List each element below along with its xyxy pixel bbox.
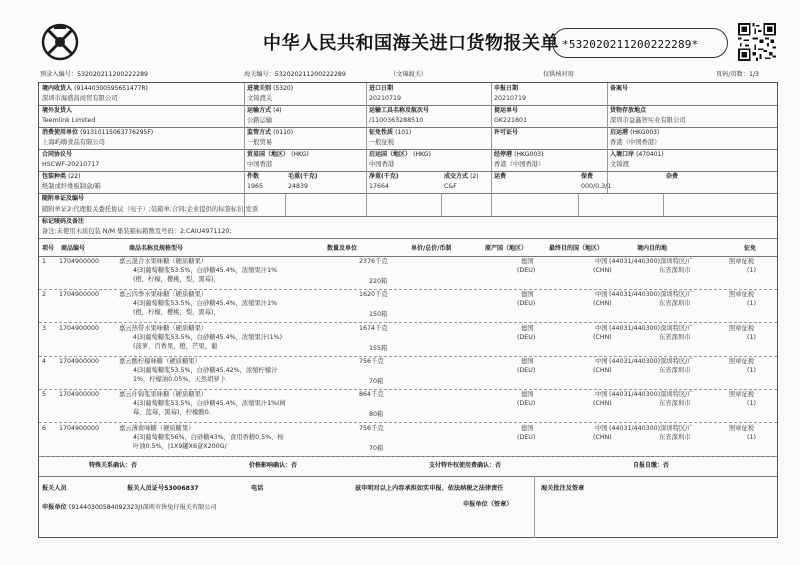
contract-value: HSCWF-20210717 <box>42 161 100 168</box>
item-name: 嘉云混合水果味糖（硬质糖果） <box>119 258 208 265</box>
item-qty-boxes: 155箱 <box>369 344 388 352</box>
item-code: 1704900000 <box>59 357 100 365</box>
supervision-value: 一般贸易 <box>247 139 273 146</box>
trade-country-label: 贸易国（地区） (HKG) <box>247 151 309 158</box>
item-dest: 中国 <box>595 291 608 299</box>
qr-code-icon <box>738 23 776 61</box>
trade-country-value: 中国香港 <box>247 161 273 168</box>
row-divider <box>39 193 777 194</box>
row-divider <box>39 476 777 477</box>
marks-label: 标记唛码及备注 <box>42 218 85 225</box>
phone-label: 电话 <box>251 485 264 492</box>
item-domestic-city: 东省深圳市 <box>659 366 691 374</box>
item-qty-boxes: 220箱 <box>369 278 388 285</box>
item-spec: 1%，柠檬油0.05%，天然胡萝卜 <box>133 375 226 383</box>
item-dest-code: (CHN) <box>593 366 612 374</box>
origin-country-label: 启运国（地区） (HKG) <box>369 151 431 158</box>
item-domestic-city: 东省深圳市 <box>659 400 691 408</box>
item-name: 嘉云什锦浆果味糖（硬质糖果） <box>119 391 208 399</box>
transport-label: 运输方式 (4) <box>247 107 282 114</box>
item-spec: 4|3|葡萄糖浆53.5%，白砂糖45.42%，浓缩柠檬汁 <box>133 366 278 374</box>
item-tax: 照章征税 <box>729 424 755 432</box>
item-origin: 德国 <box>521 391 534 399</box>
col-divider <box>285 193 286 216</box>
item-origin: 德国 <box>521 291 534 299</box>
origin-country-value: 中国香港 <box>369 161 395 168</box>
col-divider <box>491 193 492 216</box>
declare-date-value: 20210719 <box>494 95 527 102</box>
item-code: 1704900000 <box>59 424 100 432</box>
price-impact-confirm: 价格影响确认：否 <box>249 462 298 469</box>
col-divider <box>244 171 245 193</box>
col-divider <box>578 193 579 216</box>
item-origin: 德国 <box>521 424 534 432</box>
col-divider <box>663 193 664 216</box>
item-price-header: 单价/总价/币制 <box>411 245 452 252</box>
entry-port-label: 入境口岸 (470401) <box>610 151 664 158</box>
entry-customs-label: 进境关别 (5320) <box>247 85 294 92</box>
item-qty-boxes: 70箱 <box>369 377 384 385</box>
gross-weight-value: 24839 <box>288 183 309 190</box>
freight-label: 运费 <box>494 173 507 180</box>
item-spec: 叶油0.5%，|1X9罐X6盒X200G/ <box>133 442 227 450</box>
row-divider <box>39 149 777 150</box>
verify-only-note: 仅供核对用 <box>543 71 574 78</box>
import-date-label: 进口日期 <box>369 85 394 92</box>
barcode-number: *532020211200222289* <box>562 38 699 51</box>
item-spec: 4|3|葡萄糖浆53.5%，白砂糖45.4%，浓缩果汁1% <box>133 300 278 308</box>
tax-nature-value: 一般征税 <box>369 139 395 146</box>
docs-label: 随附单证及编号 <box>42 195 85 202</box>
row-divider <box>39 171 777 172</box>
item-tax-code: (1) <box>747 433 756 441</box>
pieces-label: 件数 <box>247 173 260 180</box>
item-origin: 德国 <box>521 357 534 365</box>
declarant-label: 报关人员 <box>42 485 67 492</box>
declaration-form <box>38 82 778 538</box>
royalty-confirm: 支付特许权使用费确认：否 <box>429 462 502 469</box>
item-domestic-city: 东省深圳市 <box>659 267 691 274</box>
item-dest-code: (CHN) <box>593 267 612 274</box>
item-no: 2 <box>42 291 47 299</box>
item-qty: 2376千克 <box>359 258 388 265</box>
item-code: 1704900000 <box>59 391 100 399</box>
item-row <box>39 256 777 289</box>
item-dest: 中国 <box>595 258 608 265</box>
item-spec: 莓，蓝莓，黑莓)，柠檬酸0. <box>133 409 211 417</box>
item-qty-boxes: 70箱 <box>369 444 384 452</box>
transport-value: 公路运输 <box>247 117 273 124</box>
item-no: 1 <box>42 258 47 265</box>
item-tax: 照章征税 <box>729 391 755 399</box>
consumer-value: 上海屿嗨食品有限公司 <box>42 139 105 146</box>
item-origin-code: (DEU) <box>517 400 536 408</box>
insurance-label: 保费 <box>581 173 594 180</box>
item-origin-code: (DEU) <box>517 300 536 308</box>
item-row <box>39 423 777 456</box>
col-divider <box>607 83 608 193</box>
docs-value: 随附单证2:代理报关委托协议（电子）;装箱单;合同;企业提供的标签标识;发票 <box>42 206 259 213</box>
special-relation-confirm: 特殊关系确认：否 <box>89 462 138 469</box>
item-qty-boxes: 80箱 <box>369 411 384 419</box>
entry-customs-value: 文锦渡关 <box>247 95 273 102</box>
self-report-confirm: 自报自缴：否 <box>633 462 670 469</box>
departure-port-label: 启运港 (HKG003) <box>610 129 660 136</box>
item-code-header: 商品编号 <box>61 245 86 252</box>
vehicle-label: 运输工具名称及航次号 <box>369 107 430 114</box>
item-tax: 照章征税 <box>729 324 755 332</box>
package-value: 纸制或纤维板制盒/箱 <box>42 183 101 190</box>
item-dest-code: (CHN) <box>593 333 612 341</box>
item-dest: 中国 <box>595 391 608 399</box>
item-code: 1704900000 <box>59 258 100 265</box>
item-domestic: (44031/440300)深圳特区/广 <box>609 291 694 299</box>
item-no-header: 项号 <box>42 245 55 252</box>
customs-emblem-icon <box>40 22 80 62</box>
deal-mode-label: 成交方式 (2) <box>444 173 479 180</box>
item-qty: 756千克 <box>359 357 384 365</box>
storage-label: 货物存放地点 <box>610 107 647 114</box>
item-spec: (橙，柠檬，樱桃，梨，黑莓)， <box>133 276 220 283</box>
col-divider <box>534 476 535 538</box>
declarant-cert: 报关人员证号53006837 <box>127 485 199 492</box>
item-tax-code: (1) <box>747 400 756 408</box>
item-no: 5 <box>42 391 47 399</box>
document-title: 中华人民共和国海关进口货物报关单 <box>263 33 559 54</box>
item-origin-code: (DEU) <box>517 366 536 374</box>
item-no: 3 <box>42 324 47 332</box>
entry-port-value: 文锦渡 <box>610 161 629 168</box>
tax-nature-label: 征免性质 (101) <box>369 129 412 136</box>
item-row <box>39 323 777 356</box>
item-qty-header: 数量及单位 <box>327 245 358 252</box>
via-port-label: 经停港 (HKG003) <box>494 151 544 158</box>
consignee-value: 深圳市海盛昌商贸有限公司 <box>42 95 118 102</box>
item-dest-code: (CHN) <box>593 300 612 308</box>
via-port-value: 香港（中国香港） <box>494 161 545 168</box>
item-origin-header: 原产国（地区） <box>485 245 528 252</box>
declare-unit-label: 申报单位 (91440300584092323J)深圳市快兔仔报关有限公司 <box>42 504 217 511</box>
item-code: 1704900000 <box>59 291 100 299</box>
deal-mode-value: C&F <box>444 183 457 190</box>
declare-date-label: 申报日期 <box>494 85 519 92</box>
item-origin-code: (DEU) <box>517 267 536 274</box>
row-divider <box>39 216 777 217</box>
item-tax: 照章征税 <box>729 357 755 365</box>
consignee-label: 境内收货人 (91440300595651477R) <box>42 85 148 92</box>
item-domestic: (44031/440300)深圳特区/广 <box>609 391 694 399</box>
row-divider <box>39 105 777 106</box>
item-spec: (菠萝，百香果，橙，芒果，葡 <box>133 342 218 350</box>
item-name: 嘉云酸柠檬味糖（硬质糖果） <box>119 357 201 365</box>
item-tax-code: (1) <box>747 366 756 374</box>
vehicle-value: /1100363288510 <box>369 117 424 124</box>
item-domestic-city: 东省深圳市 <box>659 433 691 441</box>
item-tax-code: (1) <box>747 333 756 341</box>
declare-unit-seal: 申报单位（签章） <box>463 501 513 508</box>
supervision-label: 监管方式 (0110) <box>247 129 294 136</box>
item-qty: 1620千克 <box>359 291 388 299</box>
col-divider <box>491 83 492 193</box>
item-code: 1704900000 <box>59 324 100 332</box>
item-domestic-city: 东省深圳市 <box>659 300 691 308</box>
departure-port-value: 香港（中国香港） <box>610 139 661 146</box>
item-tax: 照章征税 <box>729 258 755 265</box>
item-qty-boxes: 150箱 <box>369 311 388 319</box>
item-domestic: (44031/440300)深圳特区/广 <box>609 357 694 365</box>
legal-statement: 兹申明对以上内容承担如实申报、依法纳税之法律责任 <box>355 485 504 492</box>
item-qty: 864千克 <box>359 391 384 399</box>
item-row <box>39 389 777 422</box>
consumer-label: 消费使用单位 (91310115063776295F) <box>42 129 154 136</box>
item-dest-code: (CHN) <box>593 433 612 441</box>
item-row <box>39 289 777 322</box>
item-origin: 德国 <box>521 258 534 265</box>
item-domestic: (44031/440300)深圳特区/广 <box>609 324 694 332</box>
customs-tag: （文锦渡关） <box>390 71 428 78</box>
col-divider <box>366 83 367 193</box>
item-qty: 756千克 <box>359 424 384 432</box>
item-dest-code: (CHN) <box>593 400 612 408</box>
item-tax-header: 征免 <box>744 245 757 252</box>
storage-value: 深圳市益鑫智实业有限公司 <box>610 117 686 124</box>
item-name: 嘉云薄荷味糖（硬质糖果） <box>119 424 195 432</box>
item-domestic: (44031/440300)深圳特区/广 <box>609 258 694 265</box>
row-divider <box>39 238 777 239</box>
item-dest: 中国 <box>595 357 608 365</box>
shipper-label: 境外发货人 <box>42 107 73 114</box>
net-weight-value: 17664 <box>369 183 390 190</box>
misc-fee-label: 杂费 <box>666 173 679 180</box>
pieces-value: 1965 <box>247 183 264 190</box>
item-qty: 1674千克 <box>359 324 388 332</box>
item-spec: 4|3|葡萄糖浆53.5%，白砂糖45.4%，浓缩果汁(1%) <box>133 333 283 341</box>
row-divider <box>39 127 777 128</box>
item-row-divider <box>39 456 777 457</box>
shipper-value: Teemlink Limited <box>42 117 96 124</box>
bill-value: GK221801 <box>494 117 528 124</box>
item-spec: 4|3|葡萄糖浆53.5%，白砂糖45.4%，浓缩果汁1% <box>133 267 278 274</box>
customs-number: 海关编号：532020211200222289 <box>244 71 346 78</box>
gross-weight-label: 毛重(千克) <box>288 173 318 180</box>
item-origin-code: (DEU) <box>517 433 536 441</box>
item-dest-header: 最终目的国（地区） <box>549 245 604 252</box>
item-origin-code: (DEU) <box>517 333 536 341</box>
item-domestic: (44031/440300)深圳特区/广 <box>609 424 694 432</box>
import-date-value: 20210719 <box>369 95 402 102</box>
bill-label: 提运单号 <box>494 107 519 114</box>
item-dest: 中国 <box>595 424 608 432</box>
customs-approval: 海关批注及签章 <box>541 485 585 492</box>
item-spec: (橙，柠檬，樱桃，梨，黑莓)， <box>133 309 220 317</box>
col-divider <box>441 193 442 216</box>
item-name: 嘉云四季水果味糖（硬质糖果） <box>119 291 208 299</box>
item-spec: 4|3|葡萄糖浆53.5%，白砂糖45.4%，浓缩果汁1%(树 <box>133 400 286 408</box>
license-label: 许可证号 <box>494 129 519 136</box>
item-tax-code: (1) <box>747 267 756 274</box>
item-no: 6 <box>42 424 47 432</box>
item-tax: 照章征税 <box>729 291 755 299</box>
marks-value: 备注:未使用木质包装 N/M 集装箱标箱数及号码：2;CAIU4971120; <box>42 228 232 235</box>
net-weight-label: 净重(千克) <box>369 173 399 180</box>
contract-label: 合同协议号 <box>42 151 73 158</box>
item-no: 4 <box>42 357 47 365</box>
pre-entry-number: 预录入编号：532020211200222289 <box>40 71 148 78</box>
item-origin: 德国 <box>521 324 534 332</box>
item-tax-code: (1) <box>747 300 756 308</box>
record-no-label: 备案号 <box>610 85 629 92</box>
page-count: 页码/页数：1/3 <box>716 71 759 78</box>
item-spec: 4|3|葡萄糖浆56%，白砂糖43%，食用香精0.5%，桉 <box>133 433 284 441</box>
insurance-value: 000/0.3/1 <box>581 183 612 190</box>
package-label: 包装种类 (22) <box>42 173 81 180</box>
col-divider <box>366 193 367 216</box>
item-dest: 中国 <box>595 324 608 332</box>
item-row <box>39 356 777 389</box>
item-name-header: 商品名称及规格型号 <box>129 245 184 252</box>
item-name: 嘉云热带水果味糖（硬质糖果） <box>119 324 208 332</box>
item-domestic-header: 境内目的地 <box>637 245 668 252</box>
item-domestic-city: 东省深圳市 <box>659 333 691 341</box>
